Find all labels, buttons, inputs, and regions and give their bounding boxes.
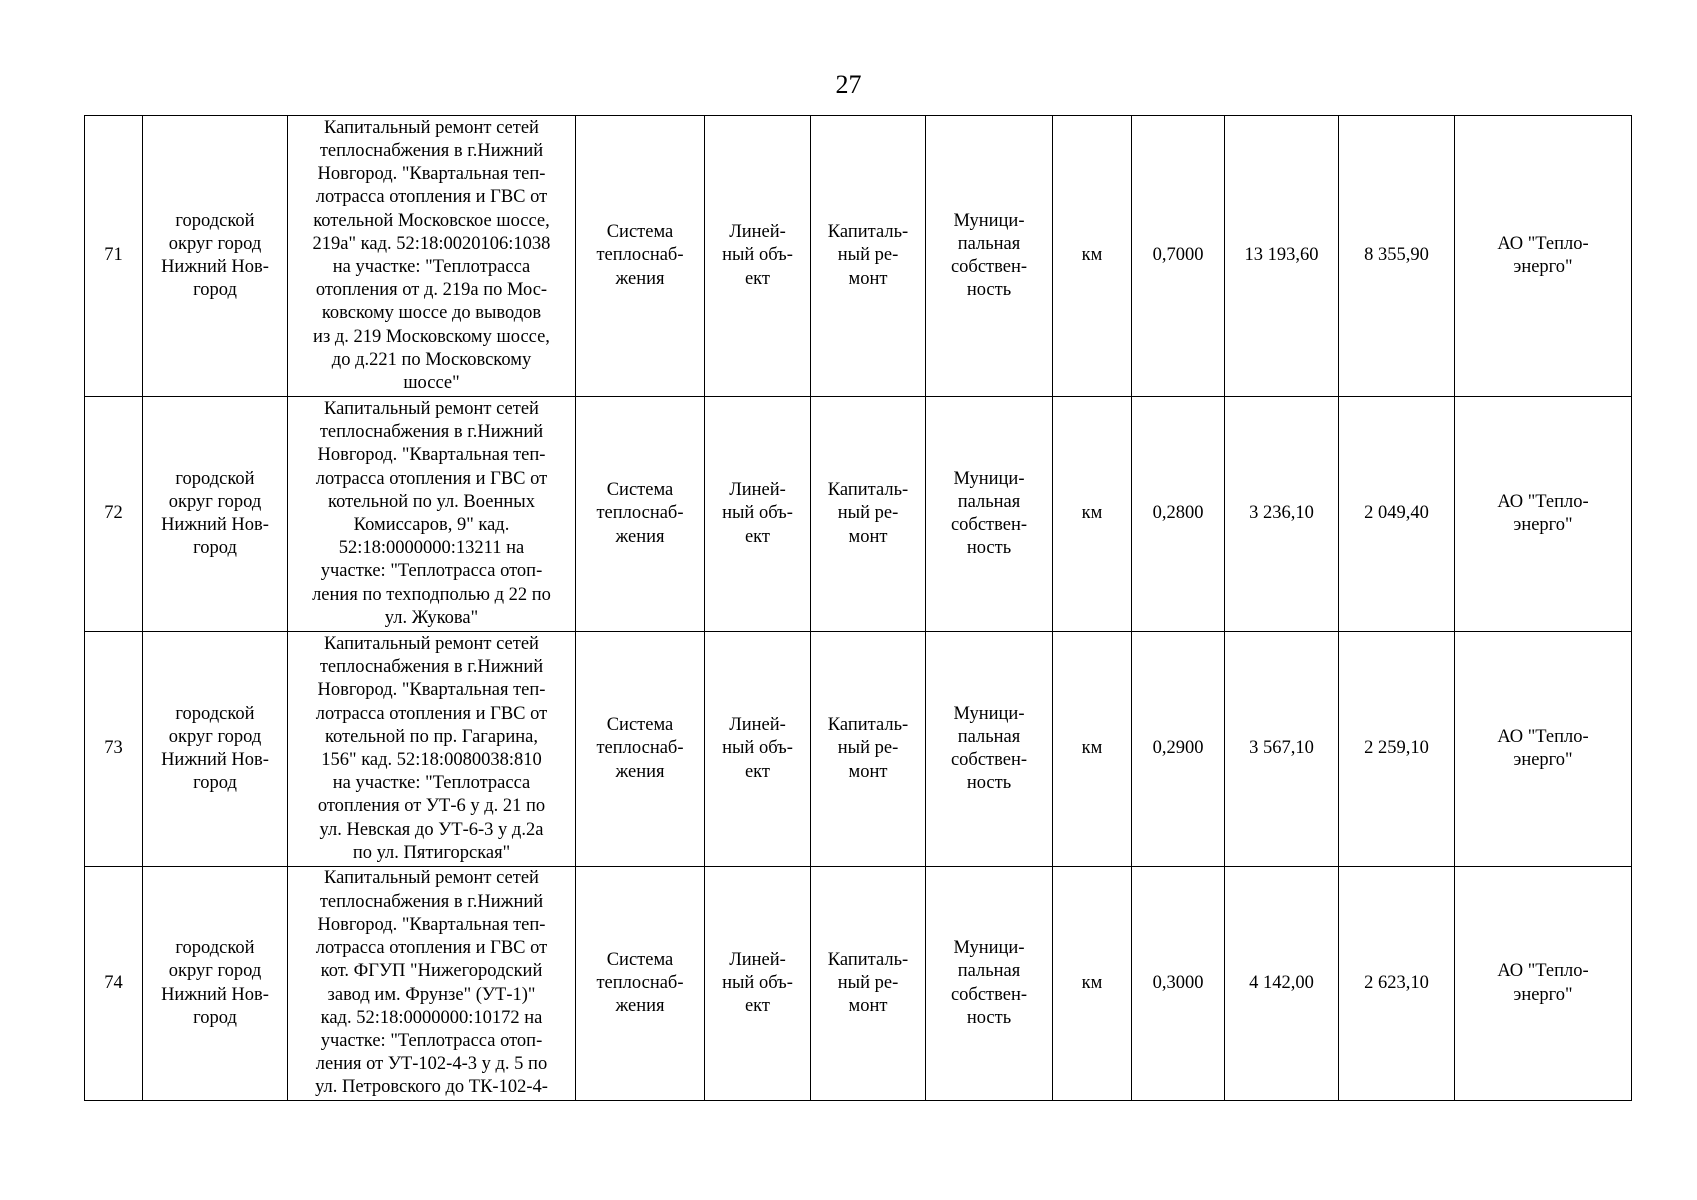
territory-cell: городской округ город Нижний Нов- город (143, 397, 288, 632)
object-type-cell: Линей- ный объ- ект (705, 116, 811, 397)
table-row (85, 867, 1632, 1101)
system-cell: Система теплоснаб- жения (576, 867, 705, 1101)
row-number: 73 (85, 632, 143, 867)
unit-cell: км (1053, 867, 1132, 1101)
value1-cell: 13 193,60 (1225, 116, 1339, 397)
operator-cell: АО "Тепло- энерго" (1455, 632, 1632, 867)
description-cell: Капитальный ремонт сетей теплоснабжения в г.Нижний Новгород. "Квартальная теп- лотрасса отопления и ГВС от котельной по ул. Военных Комиссаров, 9" кад. 52:18:0000000:13211 на участке: "Теплотрасса отоп- ления по техподполью д 22 по ул. Жукова" (288, 397, 576, 632)
value2-cell: 2 049,40 (1339, 397, 1455, 632)
unit-cell: км (1053, 397, 1132, 632)
system-cell: Система теплоснаб- жения (576, 397, 705, 632)
work-type-cell: Капиталь- ный ре- монт (811, 632, 926, 867)
object-type-cell: Линей- ный объ- ект (705, 632, 811, 867)
length-cell: 0,2800 (1132, 397, 1225, 632)
value1-cell: 4 142,00 (1225, 867, 1339, 1101)
territory-cell: городской округ город Нижний Нов- город (143, 867, 288, 1101)
unit-cell: км (1053, 632, 1132, 867)
work-type-cell: Капиталь- ный ре- монт (811, 867, 926, 1101)
work-type-cell: Капиталь- ный ре- монт (811, 116, 926, 397)
value2-cell: 2 259,10 (1339, 632, 1455, 867)
object-type-cell: Линей- ный объ- ект (705, 867, 811, 1101)
description-cell: Капитальный ремонт сетей теплоснабжения в г.Нижний Новгород. "Квартальная теп- лотрасса отопления и ГВС от котельной Московское шоссе, 219а" кад. 52:18:0020106:1038 на участке: "Теплотрасса отопления от д. 219а по Мос- ковскому шоссе до выводов из д. 219 Московскому шоссе, до д.221 по Московскому шоссе" (288, 116, 576, 397)
ownership-cell: Муници- пальная собствен- ность (926, 632, 1053, 867)
system-cell: Система теплоснаб- жения (576, 632, 705, 867)
length-cell: 0,7000 (1132, 116, 1225, 397)
ownership-cell: Муници- пальная собствен- ность (926, 867, 1053, 1101)
operator-cell: АО "Тепло- энерго" (1455, 116, 1632, 397)
row-number: 72 (85, 397, 143, 632)
value2-cell: 2 623,10 (1339, 867, 1455, 1101)
work-type-cell: Капиталь- ный ре- монт (811, 397, 926, 632)
projects-table (84, 115, 1632, 1101)
value1-cell: 3 236,10 (1225, 397, 1339, 632)
table-row (85, 632, 1632, 867)
operator-cell: АО "Тепло- энерго" (1455, 867, 1632, 1101)
territory-cell: городской округ город Нижний Нов- город (143, 116, 288, 397)
page-number: 27 (835, 70, 862, 99)
row-number: 74 (85, 867, 143, 1101)
value2-cell: 8 355,90 (1339, 116, 1455, 397)
operator-cell: АО "Тепло- энерго" (1455, 397, 1632, 632)
object-type-cell: Линей- ный объ- ект (705, 397, 811, 632)
length-cell: 0,2900 (1132, 632, 1225, 867)
table-row (85, 116, 1632, 397)
length-cell: 0,3000 (1132, 867, 1225, 1101)
system-cell: Система теплоснаб- жения (576, 116, 705, 397)
territory-cell: городской округ город Нижний Нов- город (143, 632, 288, 867)
row-number: 71 (85, 116, 143, 397)
description-cell: Капитальный ремонт сетей теплоснабжения в г.Нижний Новгород. "Квартальная теп- лотрасса отопления и ГВС от котельной по пр. Гагарина, 156" кад. 52:18:0080038:810 на участке: "Теплотрасса отопления от УТ-6 у д. 21 по ул. Невская до УТ-6-3 у д.2а по ул. Пятигорская" (288, 632, 576, 867)
table-row (85, 397, 1632, 632)
description-cell: Капитальный ремонт сетей теплоснабжения в г.Нижний Новгород. "Квартальная теп- лотрасса отопления и ГВС от кот. ФГУП "Нижегородский завод им. Фрунзе" (УТ-1)" кад. 52:18:0000000:10172 на участке: "Теплотрасса отоп- ления от УТ-102-4-3 у д. 5 по ул. Петровского до ТК-102-4- (288, 867, 576, 1101)
ownership-cell: Муници- пальная собствен- ность (926, 397, 1053, 632)
ownership-cell: Муници- пальная собствен- ность (926, 116, 1053, 397)
value1-cell: 3 567,10 (1225, 632, 1339, 867)
unit-cell: км (1053, 116, 1132, 397)
